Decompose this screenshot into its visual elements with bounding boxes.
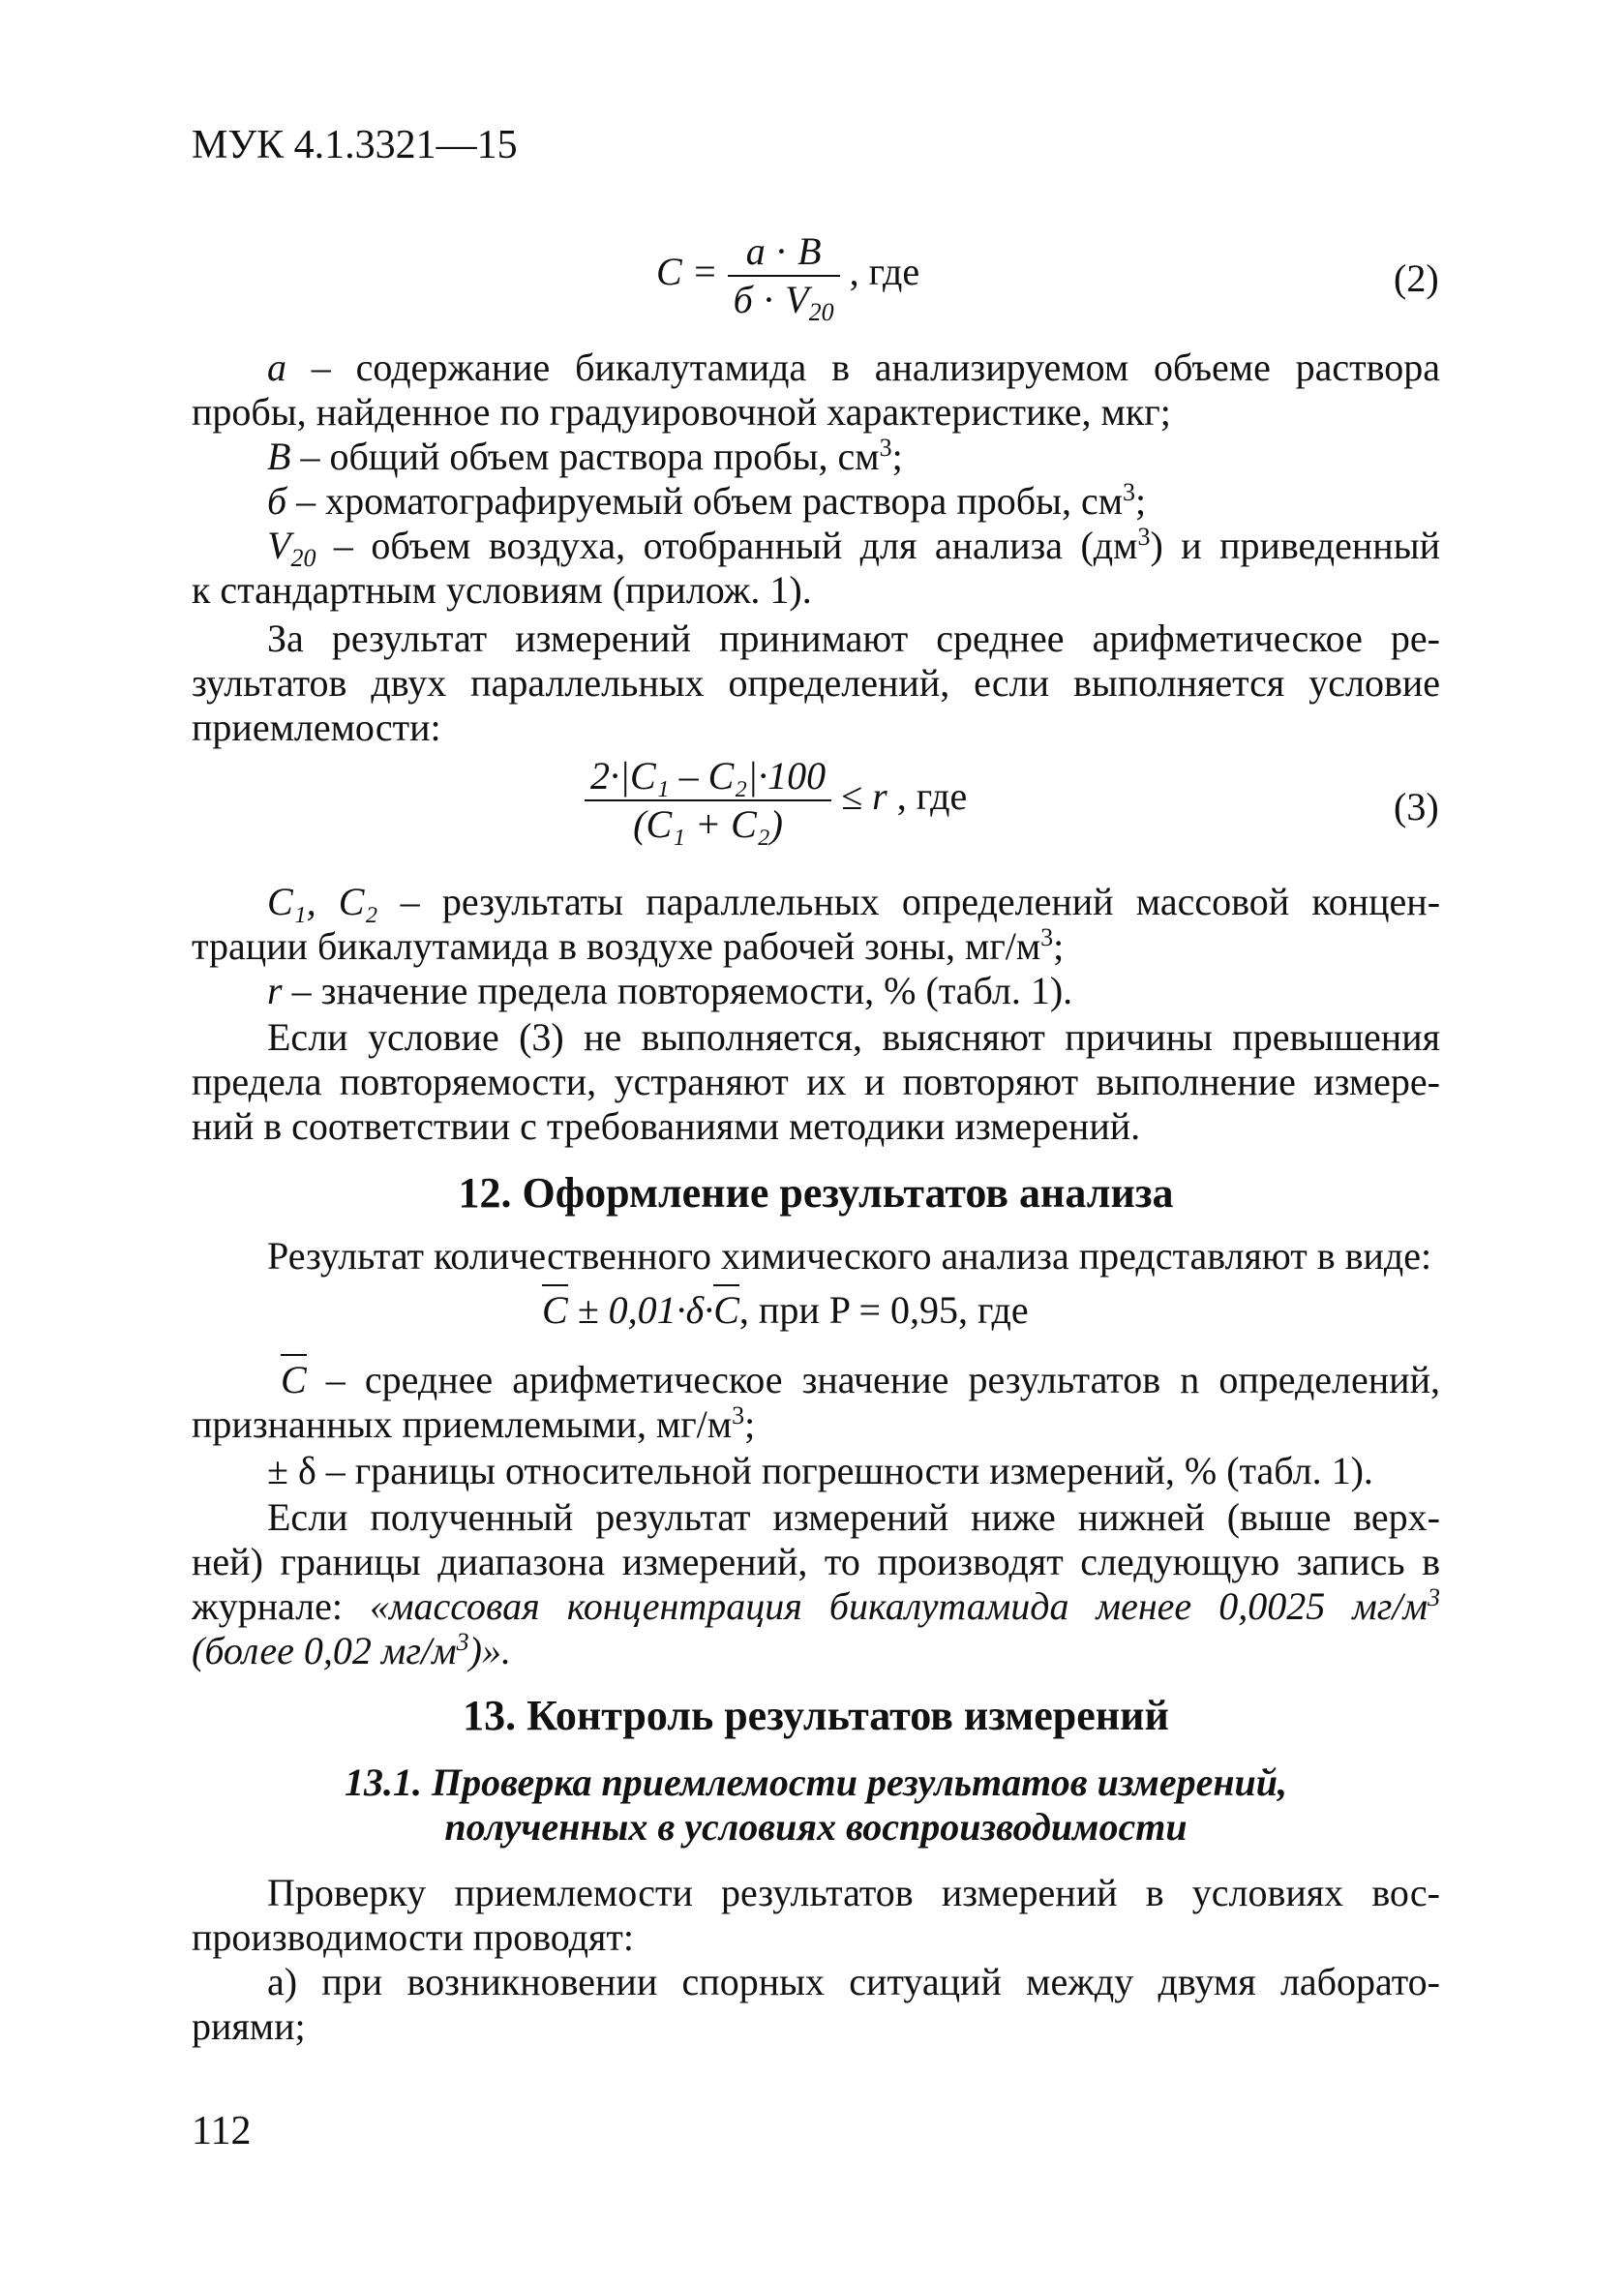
s12-para-line4a: (более 0,02 мг/м xyxy=(192,1629,457,1672)
section-12-title: 12. Оформление результатов анализа xyxy=(458,1169,1174,1217)
def-v-text: – объем воздуха, отобранный для анализа (дм xyxy=(316,524,1138,567)
def-b xyxy=(267,436,903,478)
def-b-end: ; xyxy=(891,435,903,478)
section-12-intro: Результат количественного химического анализа представляют в виде: xyxy=(267,1234,1432,1278)
formula-mid: ± 0,01·δ· xyxy=(567,1288,714,1332)
def-b-text: – общий объем раствора пробы, см xyxy=(290,435,880,478)
para1-line1: За результат измерений принимают среднее арифметическое ре- xyxy=(267,617,1440,660)
def-v-sub: 20 xyxy=(290,544,316,572)
formula-2-den-v: V xyxy=(785,278,809,321)
formula-2 xyxy=(656,229,920,326)
formula-2-number: (2) xyxy=(1394,256,1439,300)
s12-para-line3b: «массовая концентрация бикалутамида менее 0,0025 мг/м xyxy=(370,1584,1428,1628)
formula-end: , при P = 0,95, где xyxy=(738,1288,1029,1332)
s13-para-line1: Проверку приемлемости результатов измерений в условиях вос- xyxy=(267,1871,1440,1914)
sup-3: 3 xyxy=(1123,478,1136,506)
s12-para-line3 xyxy=(192,1585,1440,1628)
formula-3-denominator: (C₁ + C₂) xyxy=(633,802,783,846)
cdef-line2 xyxy=(192,1403,755,1446)
sup-3: 3 xyxy=(1040,923,1054,951)
s12-para-line4b: )». xyxy=(468,1629,511,1672)
formula-2-num-b: B xyxy=(797,229,822,273)
para1-line2: зультатов двух параллельных определений, если выполняется условие xyxy=(192,661,1440,705)
cdef-text: – среднее арифметическое значение результатов n определений, xyxy=(306,1358,1440,1401)
sup-3: 3 xyxy=(879,434,892,462)
formula-3-relation: ≤ r xyxy=(841,774,887,819)
def-bb-symbol: б xyxy=(267,479,287,523)
def-r-symbol: r xyxy=(267,969,283,1012)
cdef-end: ; xyxy=(744,1402,756,1446)
def-a-symbol: а xyxy=(267,346,286,389)
s12-para-line1: Если полученный результат измерений ниже нижней (выше верх- xyxy=(267,1495,1440,1539)
c-bar-symbol: C xyxy=(281,1354,307,1401)
formula-3-numerator: 2·|C₁ – C₂|·100 xyxy=(590,754,827,797)
s13-para-line2: производимости проводят: xyxy=(192,1915,634,1959)
page-number: 112 xyxy=(192,2109,252,2153)
def-a-line2: пробы, найденное по градуировочной характеристике, мкг; xyxy=(192,390,1171,434)
formula-3-number: (3) xyxy=(1394,785,1439,828)
s12-para-line2: ней) границы диапазона измерений, то производят следующую запись в xyxy=(192,1540,1440,1583)
def-c-line2 xyxy=(192,925,1064,968)
delta-def: ± δ – границы относительной погрешности измерений, % (табл. 1). xyxy=(267,1449,1373,1492)
para2-line3: ний в соответствии с требованиями методики измерений. xyxy=(192,1104,1141,1148)
s12-para-line3a: журнале: xyxy=(192,1584,370,1628)
sup-3: 3 xyxy=(456,1628,469,1656)
formula-3-where: , где xyxy=(896,774,968,819)
section-13-title: 13. Контроль результатов измерений xyxy=(463,1692,1169,1739)
s13-item-a-line2: риями; xyxy=(192,2004,306,2048)
s12-para-line4 xyxy=(192,1630,511,1672)
s13-item-a-line1: а) при возникновении спорных ситуаций между двумя лаборато- xyxy=(267,1960,1440,2003)
def-a-text: – содержание бикалутамида в анализируемом объеме раствора xyxy=(286,346,1440,389)
def-bb xyxy=(267,480,1146,523)
def-r-text: – значение предела повторяемости, % (табл. 1). xyxy=(282,969,1073,1012)
def-bb-end: ; xyxy=(1135,479,1147,523)
def-a-line1 xyxy=(267,346,1440,389)
formula-2-where: , где xyxy=(849,250,920,294)
para2-line2: предела повторяемости, устраняют их и повторяют выполнение измере- xyxy=(192,1060,1440,1103)
formula-3-fraction xyxy=(585,755,831,846)
c-bar-symbol: C xyxy=(713,1284,739,1332)
def-c-end: ; xyxy=(1053,924,1065,968)
cdef-line1 xyxy=(281,1359,1440,1401)
sup-3: 3 xyxy=(732,1401,745,1429)
subsection-13-1-title-line1: 13.1. Проверка приемлемости результатов измерений, xyxy=(344,1760,1288,1804)
sup-3: 3 xyxy=(1137,523,1151,551)
section-12-formula xyxy=(542,1289,1029,1332)
def-b-symbol: В xyxy=(267,435,291,478)
def-v-line2: к стандартным условиям (прилож. 1). xyxy=(192,568,812,612)
formula-2-lhs: C = xyxy=(656,250,718,294)
document-header: МУК 4.1.3321—15 xyxy=(192,123,518,167)
formula-2-dot: · xyxy=(774,229,789,273)
subsection-13-1-title-line2: полученных в условиях воспроизводимости xyxy=(444,1805,1188,1849)
formula-2-den-b: б xyxy=(733,278,753,321)
sup-3: 3 xyxy=(1428,1583,1440,1611)
para2-line1: Если условие (3) не выполняется, выясняют причины превышения xyxy=(267,1015,1440,1059)
formula-2-den-sub: 20 xyxy=(808,298,834,326)
def-c-line1 xyxy=(267,881,1440,923)
c-bar-symbol: C xyxy=(542,1284,568,1332)
def-r xyxy=(267,970,1072,1012)
def-v-symbol: V xyxy=(267,524,291,567)
para1-line3: приемлемости: xyxy=(192,706,441,749)
def-v-line1 xyxy=(267,523,1440,572)
def-bb-text: – хроматографируемый объем раствора пробы, см xyxy=(286,479,1124,523)
formula-2-fraction: $\frac{a \cdot B}{б \cdot V_{20}}$ xyxy=(728,230,840,321)
def-c-symbol: C₁, C₂ xyxy=(267,880,378,923)
formula-2-num-a: a xyxy=(745,229,766,273)
def-c-text2: трации бикалутамида в воздухе рабочей зоны, мг/м xyxy=(192,924,1041,968)
def-v-text-b: ) и приведенный xyxy=(1150,524,1440,567)
def-c-text: – результаты параллельных определений массовой концен- xyxy=(377,880,1441,923)
formula-3 xyxy=(585,755,967,846)
cdef-text2: признанных приемлемыми, мг/м xyxy=(192,1402,733,1446)
